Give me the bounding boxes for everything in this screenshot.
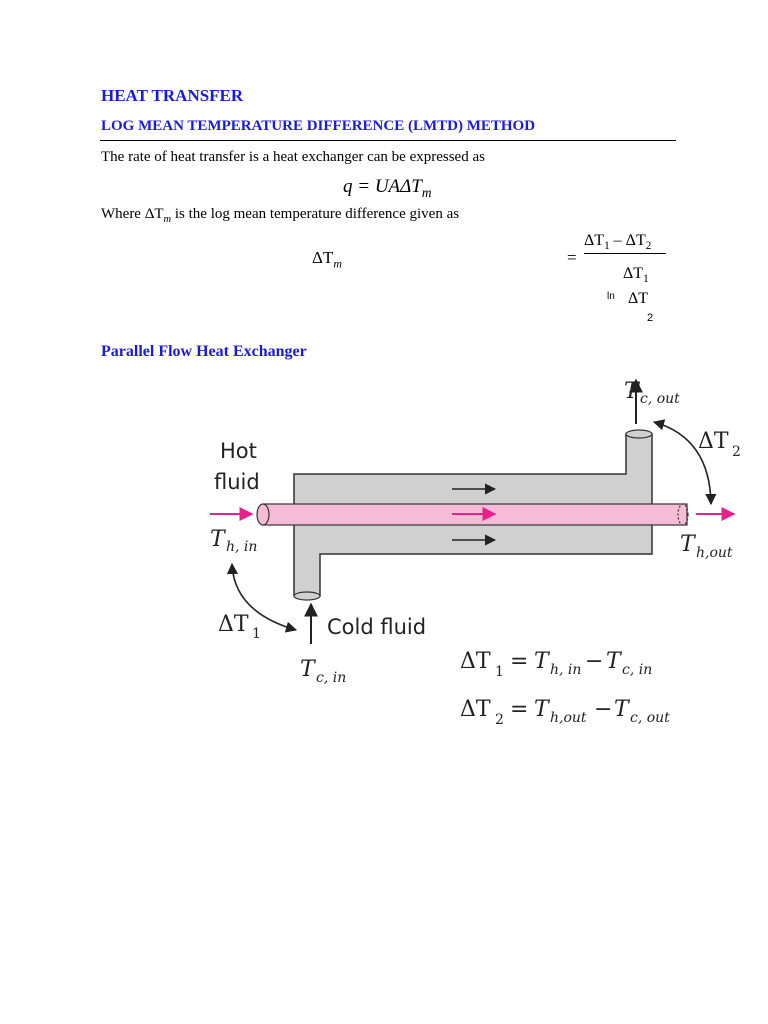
lmtd-numerator [584,232,651,252]
delta-t1-sub: 1 [252,626,261,642]
th-in-symbol: T [210,527,225,552]
eq1-minus: − [585,649,604,674]
tc-out-sub: c, out [640,391,680,407]
th-out-symbol: T [680,532,695,557]
ln-label: ln [607,291,615,302]
page-title: HEAT TRANSFER [101,86,244,105]
eq2-tc-sub: c, out [630,710,670,726]
parallel-flow-diagram [190,368,750,738]
th-in-sub: h, in [226,539,258,555]
lmtd-equals: = [567,248,577,267]
delta-t1-label: ΔT [218,612,249,637]
eq2-delta: ΔT [460,697,491,722]
where-sub: m [163,214,172,225]
eq1-th: T [534,649,549,674]
rate-equation-text: q = UAΔT [343,176,422,197]
rate-equation-sub: m [421,184,432,200]
heading-divider [100,140,676,141]
num-sub2: 2 [645,240,652,253]
cold-outlet-end [626,430,652,438]
rate-equation [343,176,431,201]
cold-inlet-end [294,592,320,600]
where-paragraph [101,206,459,225]
lmtd-den-top [623,265,649,285]
den-top-text: ΔT [623,265,644,282]
intro-paragraph: The rate of heat transfer is a heat exchanger can be expressed as [101,149,485,165]
cold-fluid-label: Cold fluid [327,615,427,639]
delta-t2-label: ΔT [698,429,729,454]
lmtd-den-bottom-sub: 2 [647,312,654,324]
den-top-sub: 1 [643,273,649,286]
section-subtitle: LOG MEAN TEMPERATURE DIFFERENCE (LMTD) METHOD [101,118,536,134]
eq2-tc: T [614,697,629,722]
fraction-bar [584,253,666,254]
eq1-th-sub: h, in [550,662,582,678]
num-minus: – ΔT [609,232,646,249]
eq1-delta: ΔT [460,649,491,674]
eq1-tc: T [606,649,621,674]
hot-label-line2: fluid [214,470,260,494]
eq2-delta-sub: 2 [495,712,504,728]
eq1-equals: = [510,649,529,674]
eq2-equals: = [510,697,529,722]
num-sub1: 1 [604,240,610,253]
delta-t2-sub: 2 [732,444,741,460]
eq1-delta-sub: 1 [495,664,504,680]
hot-tube-inlet-end [257,504,269,525]
lmtd-lhs [312,248,342,271]
lmtd-lhs-text: ΔT [312,248,334,267]
eq2-minus: − [594,697,613,722]
eq2-th: T [534,697,549,722]
lmtd-den-bottom: ΔT [628,290,649,307]
tc-in-sub: c, in [316,670,347,686]
num-dt1: ΔT [584,232,605,249]
where-suffix: is the log mean temperature difference given as [171,206,460,222]
lmtd-lhs-sub: m [333,256,342,271]
tc-in-symbol: T [300,657,315,682]
eq2-th-sub: h,out [550,710,587,726]
eq1-tc-sub: c, in [622,662,653,678]
section-heading: Parallel Flow Heat Exchanger [101,343,307,360]
hot-label-line1: Hot [220,439,257,463]
tc-out-symbol: T [624,379,639,404]
th-out-sub: h,out [696,545,733,561]
where-prefix: Where ΔT [101,206,164,222]
